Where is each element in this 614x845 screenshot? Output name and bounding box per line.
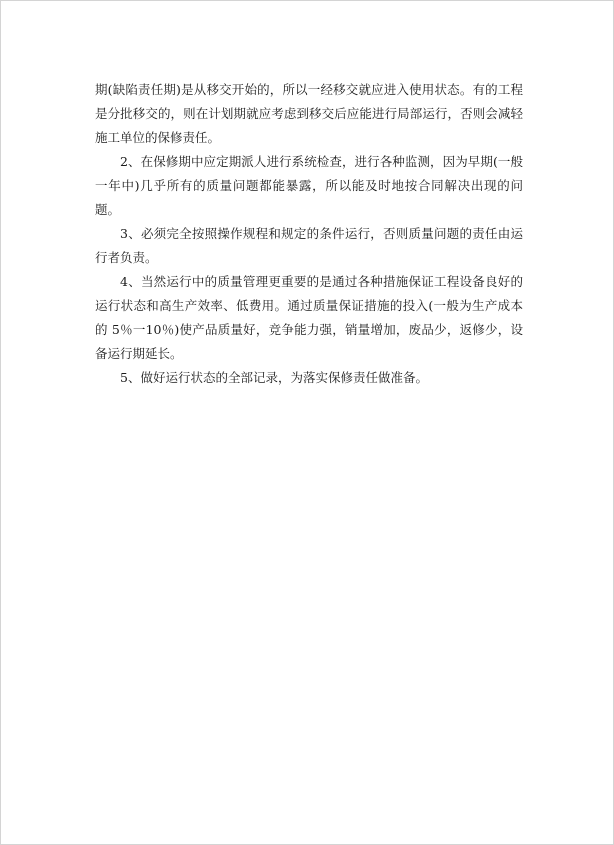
paragraph-item-4: 4、当然运行中的质量管理更重要的是通过各种措施保证工程设备良好的运行状态和高生产效率、低费用。通过质量保证措施的投入(一般为生产成本的 5％一10％)使产品质量好，竞争能力强，销量增加，废品少，返修少，设备运行期延长。 — [95, 274, 523, 361]
paragraph-item-5: 5、做好运行状态的全部记录，为落实保修责任做准备。 — [120, 370, 428, 385]
paragraph-continuation: 期(缺陷责任期)是从移交开始的，所以一经移交就应进入使用状态。有的工程是分批移交的，则在计划期就应考虑到移交后应能进行局部运行，否则会减轻施工单位的保修责任。 — [95, 82, 523, 145]
paragraph-item-3: 3、必须完全按照操作规程和规定的条件运行，否则质量问题的责任由运行者负责。 — [95, 226, 523, 265]
paragraph-item-2: 2、在保修期中应定期派人进行系统检查，进行各种监测，因为早期(一般一年中)几乎所有的质量问题都能暴露，所以能及时地按合同解决出现的问题。 — [95, 154, 523, 217]
document-body — [95, 78, 523, 390]
